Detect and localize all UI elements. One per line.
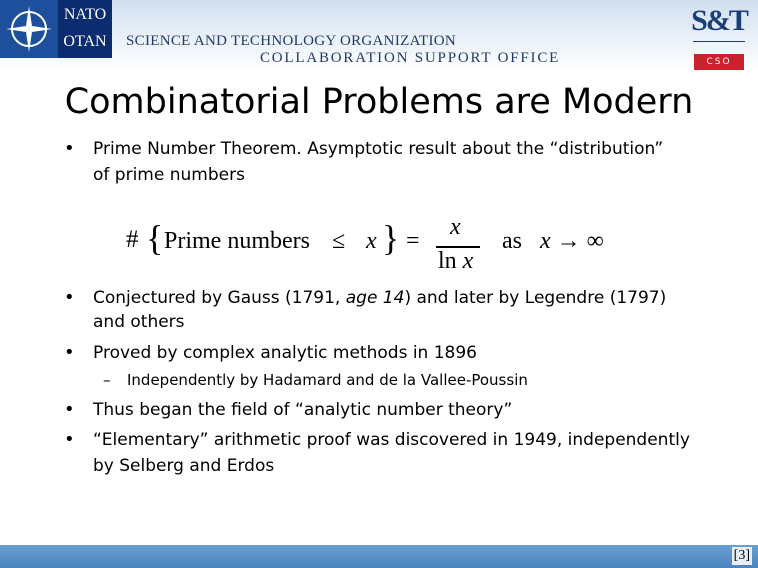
st-logo-rule xyxy=(693,41,745,50)
footer-bar xyxy=(0,545,758,568)
page-number: [3] xyxy=(733,548,750,563)
formula-denominator-x: x xyxy=(462,248,474,274)
formula-limit xyxy=(540,228,604,255)
bullet-text-italic: age 14 xyxy=(345,288,405,308)
otan-label: OTAN xyxy=(63,33,107,50)
nato-compass-icon xyxy=(0,0,58,58)
bullet-text: Proved by complex analytic methods in 1896 xyxy=(93,343,477,363)
bullet-text-continued: of prime numbers xyxy=(93,165,245,185)
formula-open-brace: { xyxy=(146,218,164,258)
cso-badge: CSO xyxy=(694,54,744,70)
bullet-text: Thus began the field of “analytic number theory” xyxy=(93,400,513,420)
formula-leq: ≤ xyxy=(332,228,346,254)
bullet-marker: • xyxy=(64,138,75,159)
bullet-marker: • xyxy=(64,399,75,420)
formula-hash: # xyxy=(126,226,139,253)
formula-ln: ln xyxy=(438,248,457,274)
formula-denominator xyxy=(438,248,473,275)
bullet-marker: • xyxy=(64,287,75,308)
formula-x: x xyxy=(366,228,377,254)
formula-equals: = xyxy=(406,228,420,254)
formula-numerator: x xyxy=(450,214,461,240)
bullet-text: “Elementary” arithmetic proof was discovered in 1949, independently xyxy=(93,430,690,450)
header-banner xyxy=(0,0,758,72)
sub-bullet-text: Independently by Hadamard and de la Vallee-Poussin xyxy=(127,371,528,389)
bullet-marker: • xyxy=(64,342,75,363)
bullet-marker: • xyxy=(64,429,75,450)
formula-limit-x: x xyxy=(540,228,551,254)
nato-wordmark xyxy=(58,0,112,58)
formula-close-brace: } xyxy=(382,218,400,258)
prime-number-formula xyxy=(120,208,640,278)
office-name: COLLABORATION SUPPORT OFFICE xyxy=(260,50,561,66)
nato-label: NATO xyxy=(63,6,107,23)
nato-logo xyxy=(0,0,112,58)
bullet-text: Prime Number Theorem. Asymptotic result about the “distribution” xyxy=(93,139,664,159)
bullet-text-continued: by Selberg and Erdos xyxy=(93,456,275,476)
formula-set-text: Prime numbers xyxy=(164,228,310,254)
st-logo xyxy=(690,2,748,70)
bullet-text-continued: and others xyxy=(93,312,185,332)
formula-as: as xyxy=(502,228,522,254)
sub-bullet-marker: – xyxy=(103,371,111,389)
formula-limit-arrow: → ∞ xyxy=(556,228,604,254)
st-logo-mark: S&T xyxy=(691,4,747,37)
bullet-text xyxy=(93,285,666,311)
bullet-text-part: ) and later by Legendre (1797) xyxy=(404,288,667,308)
bullet-text-part: Conjectured by Gauss (1791, xyxy=(93,288,346,308)
slide-title: Combinatorial Problems are Modern xyxy=(64,82,694,122)
organization-name: SCIENCE AND TECHNOLOGY ORGANIZATION xyxy=(126,33,457,49)
